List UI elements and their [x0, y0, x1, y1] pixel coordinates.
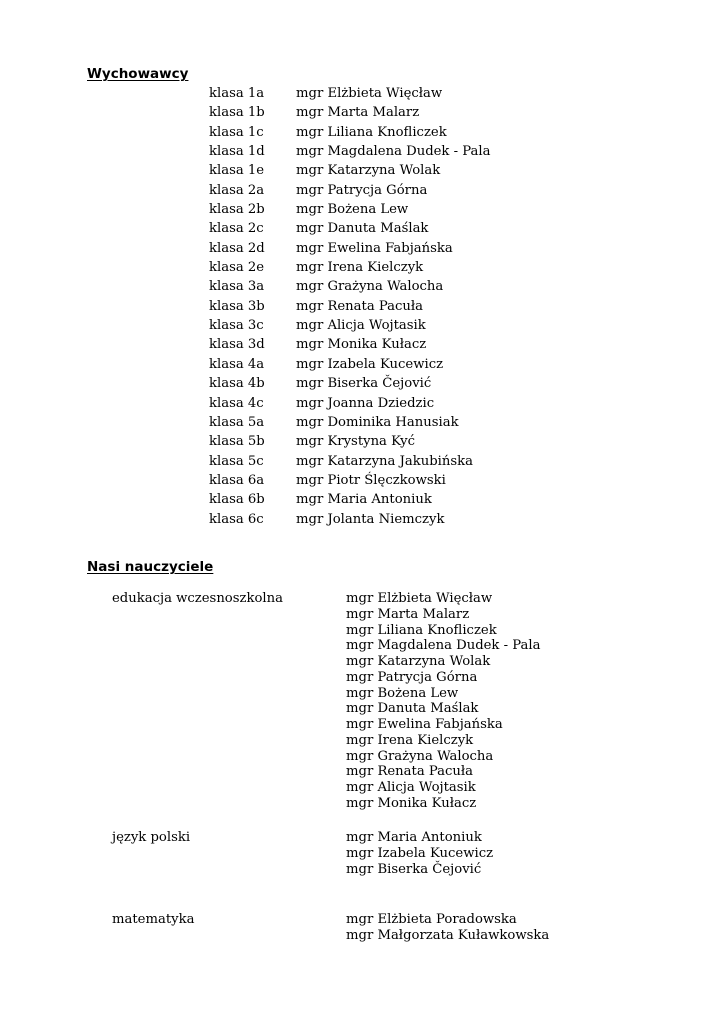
teacher-name: mgr Katarzyna Wolak — [346, 654, 491, 669]
teacher-name: mgr Alicja Wojtasik — [346, 780, 476, 795]
teacher-name: mgr Irena Kielczyk — [346, 732, 474, 748]
class-name: klasa 3d — [209, 337, 265, 353]
teacher-name: mgr Magdalena Dudek - Pala — [296, 144, 491, 160]
teacher-name: mgr Piotr Ślęczkowski — [296, 472, 446, 488]
class-name: klasa 5b — [209, 434, 265, 450]
teacher-name: mgr Izabela Kucewicz — [296, 356, 444, 372]
teacher-name: mgr Monika Kułacz — [296, 337, 427, 353]
teacher-name: mgr Bożena Lew — [346, 685, 459, 701]
teacher-name: mgr Marta Malarz — [346, 606, 470, 622]
teacher-name: mgr Joanna Dziedzic — [296, 395, 435, 411]
section-heading-nauczyciele: Nasi nauczyciele — [87, 559, 214, 575]
teacher-name: mgr Elżbieta Więcław — [346, 591, 493, 606]
class-name: klasa 6a — [209, 472, 265, 488]
teacher-name: mgr Dominika Hanusiak — [296, 414, 459, 430]
teacher-name: mgr Patrycja Górna — [346, 669, 478, 685]
class-name: klasa 1a — [209, 86, 265, 101]
teacher-name: mgr Bożena Lew — [296, 202, 409, 218]
homeroom-row — [209, 123, 491, 142]
teacher-name: mgr Biserka Čejović — [346, 861, 482, 877]
homeroom-row — [209, 161, 491, 180]
homeroom-row — [209, 200, 491, 219]
teacher-name: mgr Biserka Čejović — [296, 376, 432, 392]
homeroom-row — [209, 316, 491, 335]
teacher-name: mgr Katarzyna Jakubińska — [296, 453, 473, 469]
teacher-name: mgr Magdalena Dudek - Pala — [346, 638, 541, 654]
class-name: klasa 1e — [209, 163, 265, 179]
homeroom-row — [209, 432, 491, 451]
homeroom-row — [209, 471, 491, 490]
subject-name: edukacja wczesnoszkolna — [112, 591, 283, 606]
class-name: klasa 4a — [209, 356, 265, 372]
homeroom-row — [209, 394, 491, 413]
subject-teacher-list — [346, 591, 541, 812]
teacher-name: mgr Małgorzata Kuławkowska — [346, 927, 550, 943]
homeroom-row — [209, 219, 491, 238]
teacher-name: mgr Liliana Knofliczek — [346, 622, 497, 638]
teacher-name: mgr Liliana Knofliczek — [296, 124, 447, 140]
teacher-name: mgr Monika Kułacz — [346, 795, 477, 811]
class-name: klasa 3c — [209, 318, 264, 334]
class-name: klasa 3a — [209, 279, 265, 295]
class-name: klasa 5a — [209, 414, 265, 430]
class-name: klasa 1b — [209, 105, 265, 121]
class-name: klasa 6b — [209, 492, 265, 508]
class-name: klasa 3b — [209, 298, 265, 314]
teacher-name: mgr Maria Antoniuk — [346, 830, 482, 845]
teacher-name: mgr Grażyna Walocha — [346, 748, 494, 764]
teacher-name: mgr Katarzyna Wolak — [296, 163, 441, 179]
homeroom-row — [209, 84, 491, 103]
teacher-name: mgr Renata Pacuła — [346, 764, 474, 780]
subject-name: matematyka — [112, 912, 195, 927]
homeroom-row — [209, 452, 491, 471]
subject-teacher-list — [346, 912, 549, 944]
teacher-name: mgr Grażyna Walocha — [296, 279, 444, 295]
class-name: klasa 2c — [209, 221, 264, 237]
class-name: klasa 2b — [209, 202, 265, 218]
teacher-name: mgr Krystyna Kyć — [296, 434, 415, 450]
teacher-name: mgr Elżbieta Poradowska — [346, 912, 517, 927]
class-name: klasa 1c — [209, 124, 264, 140]
homeroom-row — [209, 258, 491, 277]
homeroom-row — [209, 490, 491, 509]
subject-name: język polski — [112, 830, 191, 845]
class-name: klasa 2a — [209, 182, 265, 198]
homeroom-row — [209, 103, 491, 122]
teacher-name: mgr Alicja Wojtasik — [296, 318, 426, 334]
teacher-name: mgr Patrycja Górna — [296, 182, 428, 198]
homeroom-row — [209, 142, 491, 161]
class-name: klasa 6c — [209, 511, 264, 527]
teacher-name: mgr Maria Antoniuk — [296, 492, 432, 508]
teacher-name: mgr Izabela Kucewicz — [346, 845, 494, 861]
homeroom-row — [209, 335, 491, 354]
homeroom-row — [209, 510, 491, 529]
homeroom-row — [209, 297, 491, 316]
class-name: klasa 4b — [209, 376, 265, 392]
section-heading-wychowawcy: Wychowawcy — [87, 66, 189, 82]
class-name: klasa 4c — [209, 395, 264, 411]
teacher-name: mgr Marta Malarz — [296, 105, 420, 121]
class-name: klasa 2e — [209, 260, 265, 276]
teacher-name: mgr Irena Kielczyk — [296, 260, 424, 276]
class-name: klasa 5c — [209, 453, 264, 469]
teacher-name: mgr Ewelina Fabjańska — [296, 240, 453, 256]
homeroom-row — [209, 355, 491, 374]
class-name: klasa 1d — [209, 144, 265, 160]
homeroom-row — [209, 374, 491, 393]
teacher-name: mgr Jolanta Niemczyk — [296, 511, 445, 527]
subject-teacher-list — [346, 830, 493, 877]
teacher-name: mgr Elżbieta Więcław — [296, 86, 443, 101]
homeroom-row — [209, 239, 491, 258]
teacher-name: mgr Ewelina Fabjańska — [346, 717, 503, 732]
homeroom-row — [209, 181, 491, 200]
homeroom-teacher-list — [209, 84, 491, 529]
teacher-name: mgr Danuta Maślak — [296, 221, 429, 237]
homeroom-row — [209, 413, 491, 432]
class-name: klasa 2d — [209, 240, 265, 256]
homeroom-row — [209, 277, 491, 296]
teacher-name: mgr Renata Pacuła — [296, 298, 424, 314]
teacher-name: mgr Danuta Maślak — [346, 701, 479, 717]
